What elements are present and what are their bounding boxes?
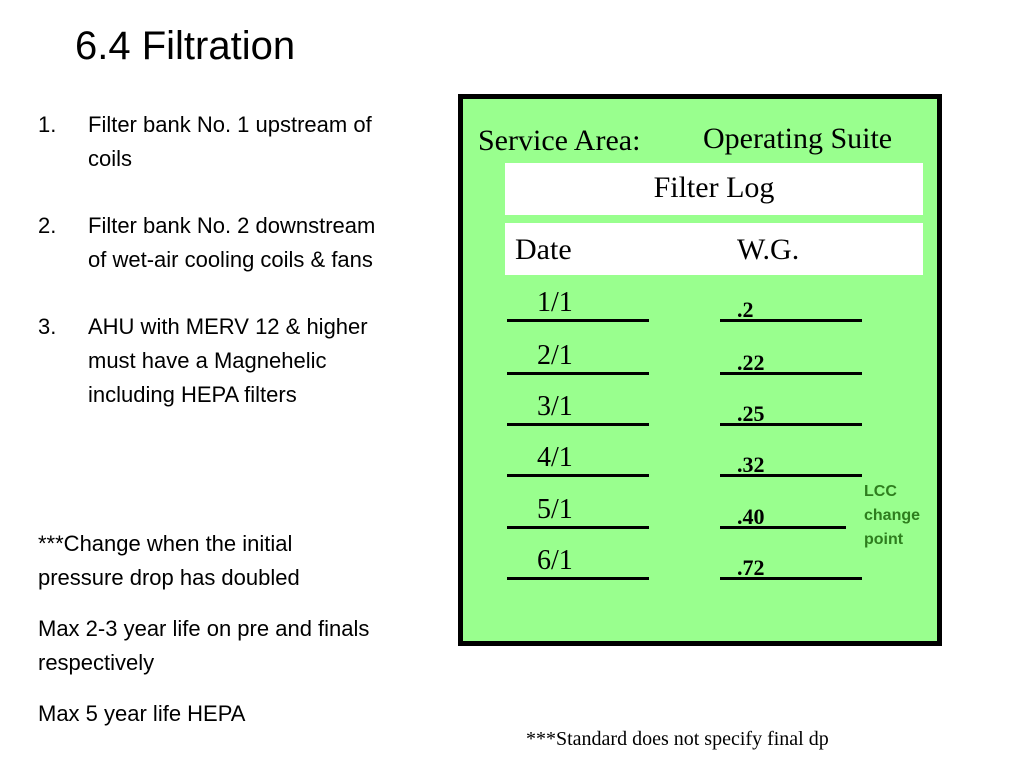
note-life-pre-finals: Max 2-3 year life on pre and finals respectively [38,616,370,675]
date-entry [507,287,649,322]
filter-log-panel [458,94,942,646]
list-item [38,209,378,277]
date-text: 1/1 [537,287,573,318]
wg-entry [720,297,862,322]
bullet-list [38,108,378,445]
list-item [38,108,378,176]
wg-text: .22 [737,350,765,375]
lcc-change-point-label: LCC change point [864,483,921,548]
date-text: 4/1 [537,442,573,473]
list-item-text: AHU with MERV 12 & higher must have a Magnehelic including HEPA filters [88,314,368,407]
wg-entry [720,555,862,580]
service-area-label: Service Area: [478,124,641,157]
note-life-hepa: Max 5 year life HEPA [38,701,246,726]
date-text: 2/1 [537,340,573,371]
wg-text: .72 [737,555,765,580]
list-item [38,310,378,412]
list-item-number: 3. [38,314,57,339]
date-text: 5/1 [537,494,573,525]
date-entry [507,545,649,580]
list-item-text: Filter bank No. 1 upstream of coils [88,112,372,171]
wg-entry [720,504,846,529]
date-entry [507,442,649,477]
column-header-bar [505,223,923,275]
wg-text: .40 [737,504,765,529]
date-text: 3/1 [537,391,573,422]
list-item-number: 2. [38,213,57,238]
wg-text: .32 [737,452,765,477]
note-pressure-drop: ***Change when the initial pressure drop has doubled [38,531,300,590]
page-title: 6.4 Filtration [75,24,296,68]
filter-log-heading [505,163,923,215]
wg-text: .2 [737,297,754,322]
service-area-value: Operating Suite [703,122,893,155]
date-entry [507,340,649,375]
list-item-text: Filter bank No. 2 downstream of wet-air cooling coils & fans [88,213,376,272]
column-header-wg: W.G. [737,233,800,266]
wg-entry [720,452,862,477]
filter-log-heading-text: Filter Log [653,171,775,204]
column-header-date: Date [515,233,572,266]
wg-entry [720,401,862,426]
date-entry [507,494,649,529]
date-text: 6/1 [537,545,573,576]
list-item-number: 1. [38,112,57,137]
footer-note: ***Standard does not specify final dp [526,728,829,750]
wg-text: .25 [737,401,765,426]
wg-entry [720,350,862,375]
date-entry [507,391,649,426]
